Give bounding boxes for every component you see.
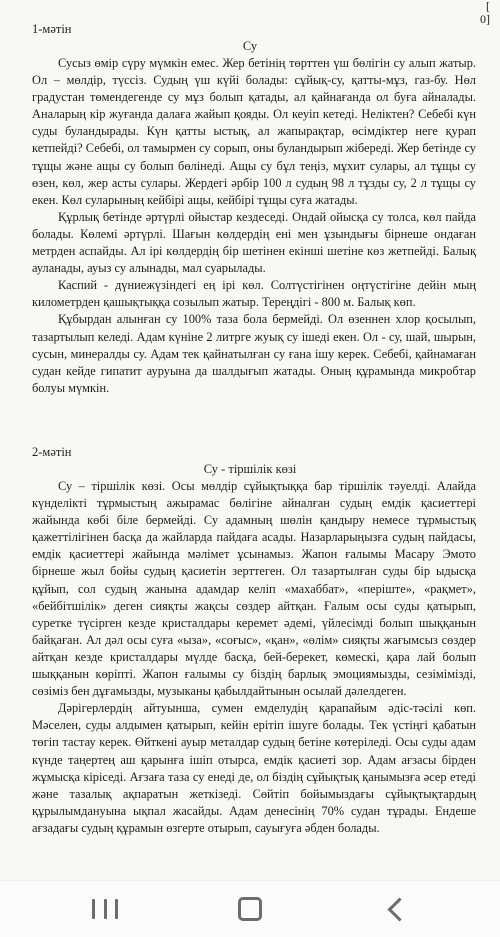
home-icon (238, 897, 262, 921)
recent-apps-icon (92, 899, 118, 919)
back-icon (387, 897, 411, 921)
recent-apps-button[interactable] (75, 889, 135, 929)
text2-body (32, 478, 476, 837)
back-button[interactable] (365, 889, 425, 929)
android-navigation-bar (0, 880, 500, 937)
text2-label: 2-мәтін (32, 445, 72, 459)
corner-mark-bottom: 0] (480, 12, 490, 26)
text2-title: Су - тіршілік көзі (203, 462, 297, 476)
home-button[interactable] (220, 889, 280, 929)
page-corner-mark (480, 0, 490, 26)
text1-paragraph-1: Сусыз өмір сүру мүмкін емес. Жер бетінің төрттен үш бөлігін су алып жатыр. Ол – мөлдір, түссіз. Судың үш күйі болады: сұйық-су, қатты-мұз, газ-бу. Нөл градустан төмендегенде су мұз болып қатады, ал қайнағанда ол буға айналады. Аналарың кір жуғанда далаға жайып қояды. Ол кеуіп кетеді. Неліктен? Себебі күн суды буландырады. Күн қатты ыстық, ал жапырақтар, өсімдіктер неге қурап кетпейді? Себебі, ол тамырмен су сорып, оны буландырып жібереді. Жер бетінде су тұщы және ащы су болып бөлінеді. Ащы су бұл теңіз, мұхит сулары, ал тұщы су өзен, көл, жер асты сулары. Жердегі әрбір 100 л судың 98 л тұзды су, 2 л тұщы су екен. Көл суларының кейбірі ащы, кейбірі тұщы суға жатады. (32, 56, 476, 207)
text1-title: Су (242, 39, 258, 53)
text1-paragraph-2: Құрлық бетінде әртүрлі ойыстар кездеседі. Ондай ойысқа су толса, көл пайда болады. Көлемі әртүрлі. Шағын көлдердің ені мен ұзындығы бірнеше ондаған метрден аспайды. Ал ірі көлдердің бір шетінен екінші шетіне көз жетпейді. Балық ауланады, ауыз су алынады, мал суарылады. (32, 209, 476, 276)
text1-body (32, 55, 476, 397)
text2-paragraph-1: Су – тіршілік көзі. Осы мөлдір сұйықтыққа бар тіршілік тәуелді. Алайда күнделікті тұрмыстың ажырамас бөлігіне айналған судың емдік қасиеттері жайында көбі біле бермейді. Су адамның шөлін қандыру немесе тұрмыстық қажеттілігінен басқа да жайларда пайдаға асады. Назарларыңызға судың пайдасы, емдік қасиеттері жайында мәлімет ұсынамыз. Жапон ғалымы Масару Эмото бірнеше жыл бойы судың қасиетін зерттеген. Ол тазартылған суды бір ыдысқа құйып, сол судың жанына адамдар келіп «махаббат», «періште», «рақмет», «бейбітшілік» деген сияқты жақсы сөздер айтқан. Ғалым осы суды қатырып, суретке түсірген кезде кристалдары керемет әдемі, үйлесімді болып шыққанын байқаған. Ал дәл осы суға «ыза», «соғыс», «қан», «өлім» сияқты жағымсыз сөздер айтқан кезде кристалдары мүлде басқа, бей-берекет, көмескі, қара лай болып шыққанын көріпті. Жапон ғалымы су біздің барлық эмоциямызды, сезімімізді, сөзіміз бен дұғамызды, музыканы қабылдайтынын осылай дәлелдеген. (32, 479, 476, 699)
text1-paragraph-3: Каспий - дүниежүзіндегі ең ірі көл. Солтүстігінен оңтүстігіне дейін мың километрден қашықтыққа созылып жатыр. Тереңдігі - 800 м. Балық көп. (32, 278, 476, 310)
text1-paragraph-4: Құбырдан алынған су 100% таза бола бермейді. Ол өзеннен хлор қосылып, тазартылып келеді. Адам күніне 2 литрге жуық су ішеді екен. Ол - су, шай, шырын, сусын, минералды су. Адам тек қайнатылған су ғана ішу керек. Себебі, қайнамаған судан кейде гипатит ауруына да шалдығып жатады. Оның құрамында микробтар болуы мүмкін. (32, 312, 476, 395)
text2-paragraph-2: Дәрігерлердің айтуынша, сумен емделудің қарапайым әдіс-тәсілі көп. Мәселен, суды алдымен қатырып, кейін ерітіп ішуге болады. Тек үстіңгі қабатын төгіп тастау керек. Өйткені ауыр металдар судың бетіне көтеріледі. Осы суды адам күнде таңертең аш қарынға ішіп отырса, емдік қасиеті зор. Адам ағзасы бірден жұмысқа кіріседі. Ағзаға таза су енеді де, ол біздің сұйықтық қанымызға әсер етеді және тазалық ақпаратын жеткізеді. Сөйтіп бойымыздағы сұйықтықтардың құрылымдануына ықпал жасайды. Адам денесінің 70% судан тұрады. Ендеше ағзадағы судың құрамын өзгерте отырып, сауығуға әбден болады. (32, 701, 476, 835)
text1-label: 1-мәтін (32, 22, 72, 36)
corner-mark-top: [ (486, 0, 490, 13)
